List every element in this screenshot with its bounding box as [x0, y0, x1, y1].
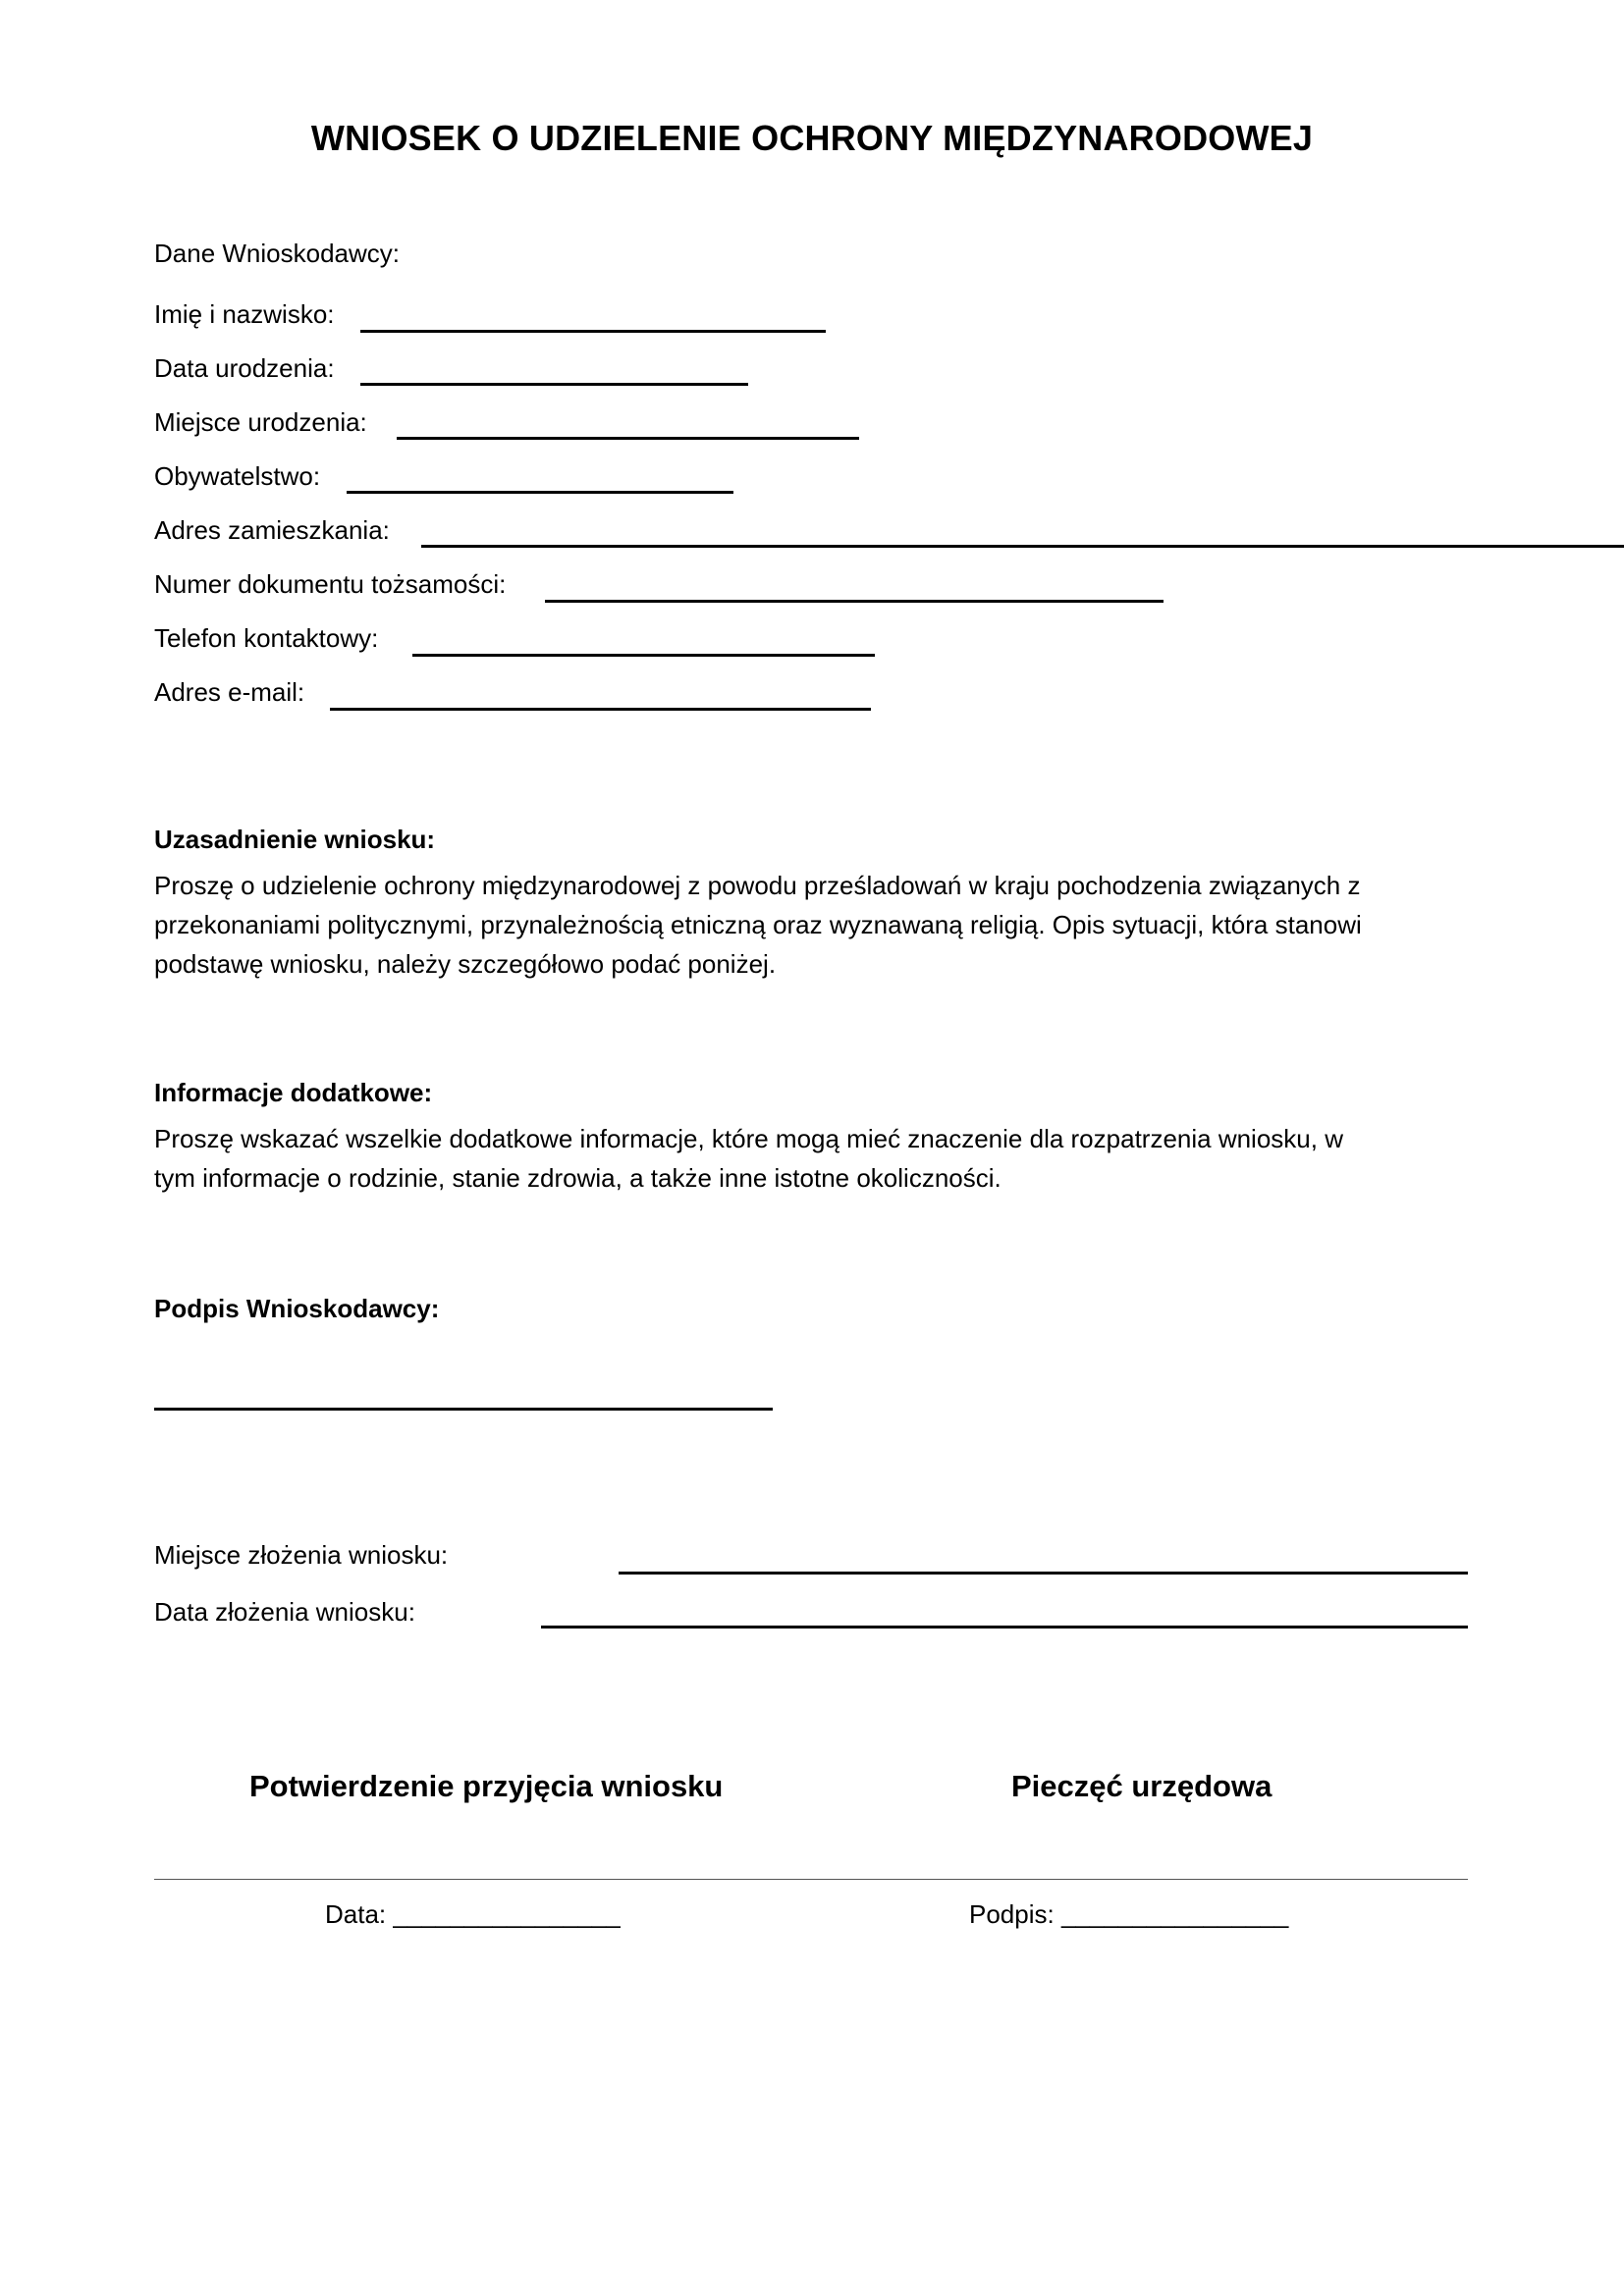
email-label: Adres e-mail: [154, 677, 305, 707]
submission-place-field[interactable] [619, 1572, 1468, 1575]
full-name-label: Imię i nazwisko: [154, 299, 335, 329]
citizenship-field[interactable] [347, 491, 733, 494]
submission-date-label: Data złożenia wniosku: [154, 1597, 415, 1627]
justification-line: przekonaniami politycznymi, przynależnością etniczną oraz wyznawaną religią. Opis sytuacji, która stanowi [154, 910, 1362, 939]
id-document-field[interactable] [545, 600, 1164, 603]
receipt-confirmation-heading: Potwierdzenie przyjęcia wniosku [249, 1769, 724, 1803]
applicant-section-label: Dane Wnioskodawcy: [154, 239, 400, 268]
phone-label: Telefon kontaktowy: [154, 623, 379, 653]
full-name-field[interactable] [360, 330, 826, 333]
birth-date-label: Data urodzenia: [154, 353, 335, 383]
citizenship-label: Obywatelstwo: [154, 461, 321, 491]
confirmation-date[interactable]: Data: ________________ [325, 1899, 621, 1929]
confirmation-signature[interactable]: Podpis: ________________ [969, 1899, 1289, 1929]
additional-info-line: Proszę wskazać wszelkie dodatkowe informacje, które mogą mieć znaczenie dla rozpatrzenia wniosku, w [154, 1124, 1343, 1153]
document-title: WNIOSEK O UDZIELENIE OCHRONY MIĘDZYNARODOWEJ [310, 118, 1314, 158]
birth-place-field[interactable] [397, 437, 859, 440]
address-field[interactable] [421, 545, 1624, 548]
signature-heading: Podpis Wnioskodawcy: [154, 1294, 440, 1323]
birth-place-label: Miejsce urodzenia: [154, 407, 367, 437]
justification-line: Proszę o udzielenie ochrony międzynarodowej z powodu prześladowań w kraju pochodzenia związanych z [154, 871, 1361, 900]
submission-date-field[interactable] [541, 1626, 1468, 1629]
justification-text [154, 866, 1470, 984]
address-label: Adres zamieszkania: [154, 515, 390, 545]
submission-place-label: Miejsce złożenia wniosku: [154, 1540, 449, 1570]
additional-info-text [154, 1119, 1470, 1198]
birth-date-field[interactable] [360, 383, 748, 386]
justification-line: podstawę wniosku, należy szczegółowo podać poniżej. [154, 949, 777, 979]
additional-info-line: tym informacje o rodzinie, stanie zdrowia, a także inne istotne okoliczności. [154, 1163, 1001, 1193]
confirmation-divider [154, 1879, 1468, 1880]
additional-info-heading: Informacje dodatkowe: [154, 1078, 433, 1107]
email-field[interactable] [330, 708, 871, 711]
signature-field[interactable] [154, 1408, 773, 1411]
id-document-label: Numer dokumentu tożsamości: [154, 569, 507, 599]
justification-heading: Uzasadnienie wniosku: [154, 825, 436, 854]
phone-field[interactable] [412, 654, 875, 657]
official-stamp-heading: Pieczęć urzędowa [1011, 1769, 1272, 1803]
